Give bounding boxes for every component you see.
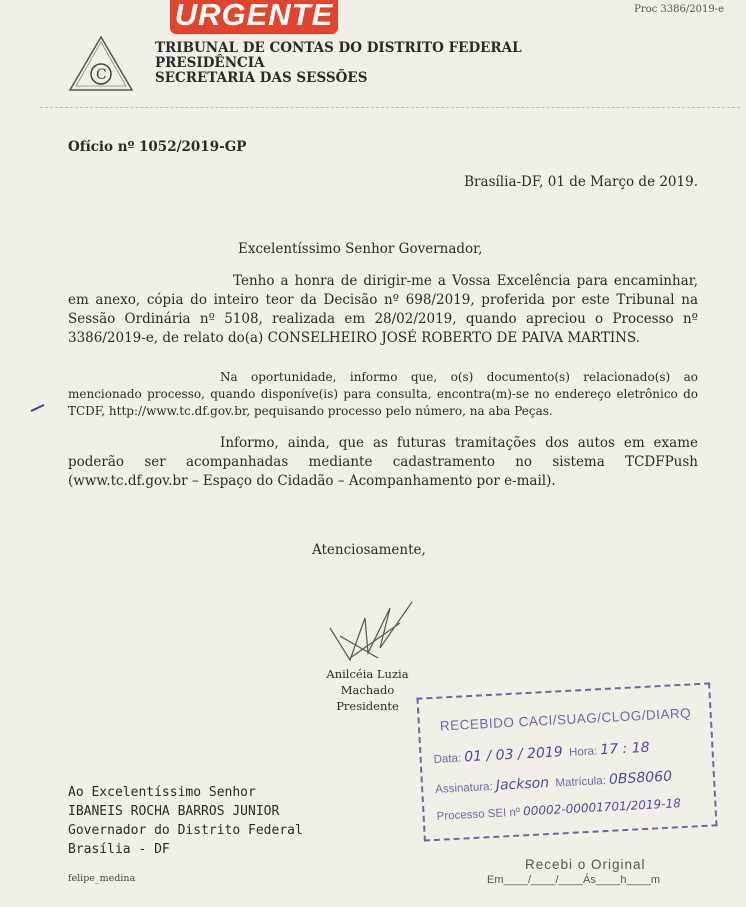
receipt-signature-label: Assinatura: (434, 780, 494, 796)
svg-text:C: C (96, 67, 107, 83)
institution-header (155, 41, 522, 86)
signatory-title: Presidente (336, 699, 399, 713)
receipt-date-line (433, 740, 650, 767)
receipt-signature-line (435, 769, 673, 797)
receipt-date-value: 01 / 03 / 2019 (463, 744, 564, 766)
process-reference: Proc 3386/2019-e (634, 4, 724, 15)
urgent-stamp: URGENTE (170, 0, 338, 34)
receipt-matricula-value: 0BS8060 (608, 768, 673, 788)
receipt-date-label: Data: (433, 752, 462, 766)
receipt-hour-label: Hora: (568, 745, 598, 759)
pen-mark (30, 404, 46, 412)
addressee-line-3: Governador do Distrito Federal (68, 823, 303, 838)
receipt-matricula-label: Matrícula: (555, 774, 607, 790)
paragraph-1: Tenho a honra de dirigir-me a Vossa Excelência para encaminhar, em anexo, cópia do inteiro teor da Decisão nº 698/2019, proferida por este Tribunal na Sessão Ordinária nº 5108, realizada em 28/02/2019, quando apreciou o Processo nº 3386/2019-e, de relato do(a) CONSELHEIRO JOSÉ ROBERTO DE PAIVA MARTINS. (68, 273, 698, 346)
salutation: Excelentíssimo Senhor Governador, (238, 241, 483, 257)
addressee-block (68, 783, 303, 859)
receipt-sei-label: Processo SEI nº (436, 806, 521, 823)
paragraph-3: Informo, ainda, que as futuras tramitações dos autos em exame poderão ser acompanhadas mediante cadastramento no sistema TCDFPush (www.tc.df.gov.br – Espaço do Cidadão – Acompanhamento por e-mail). (68, 435, 698, 489)
receipt-sei-line (436, 796, 681, 823)
receipt-sei-value: 00002-00001701/2019-18 (522, 796, 682, 819)
tcdf-triangle-logo-icon (68, 36, 134, 92)
header-line-3: SECRETARIA DAS SESSÕES (155, 70, 368, 86)
header-line-2: PRESIDÊNCIA (155, 55, 265, 71)
signature (320, 598, 420, 668)
closing: Atenciosamente, (312, 542, 426, 558)
receipt-stamp-title: RECEBIDO CACI/SUAG/CLOG/DIARQ (439, 705, 692, 734)
date-line: Brasília-DF, 01 de Março de 2019. (464, 174, 698, 190)
addressee-line-1: Ao Excelentíssimo Senhor (68, 785, 256, 800)
receipt-stamp (416, 682, 717, 841)
signatory-block (300, 666, 435, 714)
received-datetime-line: Em____/____/____Ás____h____m (487, 874, 661, 886)
oficio-number: Ofício nº 1052/2019-GP (68, 139, 247, 155)
addressee-line-2: IBANEIS ROCHA BARROS JUNIOR (68, 804, 280, 819)
addressee-line-4: Brasília - DF (68, 842, 170, 857)
paragraph-2: Na oportunidade, informo que, o(s) documento(s) relacionado(s) ao mencionado processo, quando disponíve(is) para consulta, encontra(m)-se no endereço eletrônico do TCDF, http://www.tc.df.gov.br, pequisando processo pelo número, na aba Peças. (68, 370, 698, 418)
signatory-name: Anilcéia Luzia Machado (326, 667, 409, 697)
receipt-signature-value: Jackson (495, 774, 550, 794)
author-initials: felipe_medina (68, 873, 136, 884)
receipt-hour-value: 17 : 18 (599, 739, 650, 759)
header-line-1: TRIBUNAL DE CONTAS DO DISTRITO FEDERAL (155, 40, 522, 56)
original-received-stamp: Recebi o Original (525, 857, 646, 872)
header-divider (40, 107, 740, 108)
